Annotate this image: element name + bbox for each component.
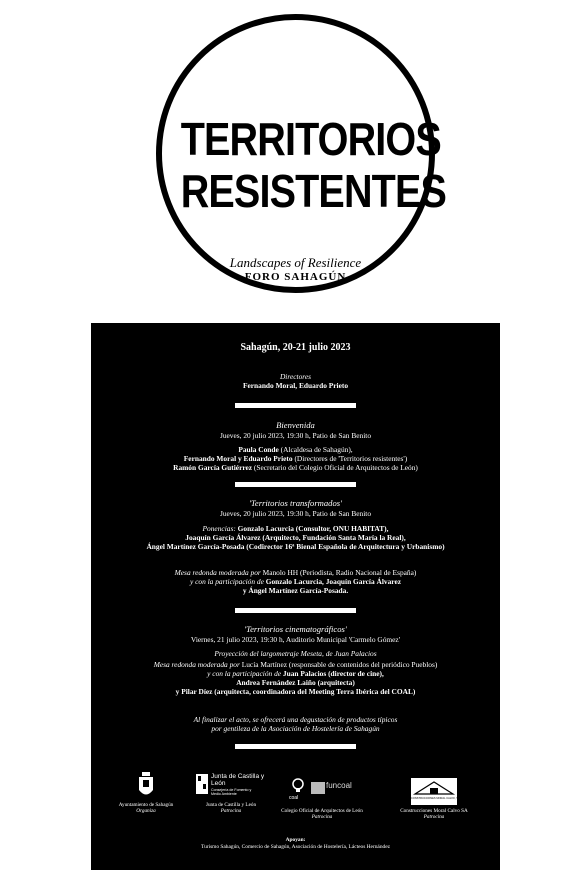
cine-mesa-1: Mesa redonda moderada por Lucía Martínez (responsable de contenidos del periódico Pueblos) (153, 660, 438, 669)
coat-of-arms-icon (137, 772, 155, 799)
closing-line-2: por gentileza de la Asociación de Hostelería de Sahagún (211, 724, 380, 733)
cine-mesa-2: y con la participación de Juan Palacios (director de cine), (207, 669, 384, 678)
cine-mesa-3: Andrea Fernández Laiño (arquitecta) (236, 678, 355, 687)
transformados-when: Jueves, 20 julio 2023, 19:30 h, Patio de San Benito (219, 509, 372, 518)
apoyan-label: Apoyan: (285, 837, 306, 843)
cine-title: 'Territorios cinematográficos' (244, 624, 347, 634)
welcome-speaker-2: Fernando Moral y Eduardo Prieto (Directores de 'Territorios resistentes') (183, 454, 408, 463)
cine-projection: Proyección del largometraje Meseta, de Juan Palacios (214, 649, 377, 658)
coal-logo-icon: coal funcoal (289, 781, 352, 801)
directors-names: Fernando Moral, Eduardo Prieto (242, 381, 349, 390)
logo-subtitle: Landscapes of Resilience (229, 255, 362, 270)
transformados-title: 'Territorios transformados' (249, 498, 342, 508)
transformados-mesa-1: Mesa redonda moderada por Manolo HH (Periodista, Radio Nacional de España) (174, 568, 417, 577)
directors-label: Directores (279, 372, 312, 381)
welcome-speaker-3: Ramón García Gutiérrez (Secretario del Colegio Oficial de Arquitectos de León) (173, 463, 418, 472)
divider-bar (235, 608, 356, 613)
event-logo (156, 14, 447, 293)
cine-mesa-4: y Pilar Díez (arquitecta, coordinadora del Meeting Terra Ibérica del COAL) (175, 687, 416, 696)
welcome-title: Bienvenida (276, 420, 315, 430)
sponsor-coal: coal funcoal Colegio Oficial de Arquitectos de León Patrocina (267, 778, 377, 820)
program-panel (91, 323, 500, 870)
logo-title-line1: TERRITORIOS (180, 113, 441, 165)
ponencias-line-3: Ángel Martínez García-Posada (Codirector 16ª Bienal Española de Arquitectura y Urbanismo) (146, 542, 445, 551)
logo-foro: FORO SAHAGÚN (244, 271, 347, 283)
building-logo-icon: CONSTRUCCIONES MORAL CALVO, S.A. (411, 778, 457, 805)
ponencias-line-2: Joaquín García Álvarez (Arquitecto, Fundación Santa María la Real), (185, 533, 406, 542)
castle-shield-icon: Junta de Castilla y León Consejería de Fomento y Medio Ambiente (196, 772, 266, 799)
divider-bar (235, 403, 356, 408)
sponsor-ayuntamiento: Ayuntamiento de Sahagún Organiza (91, 772, 201, 814)
divider-bar (235, 744, 356, 749)
sponsor-junta: Junta de Castilla y León Consejería de Fomento y Medio Ambiente Junta de Castilla y León Patrocina (176, 772, 286, 814)
welcome-when: Jueves, 20 julio 2023, 19:30 h, Patio de San Benito (219, 431, 372, 440)
cine-when: Viernes, 21 julio 2023, 19:30 h, Auditorio Municipal 'Carmelo Gómez' (190, 635, 401, 644)
apoyan-list: Turismo Sahagún, Comercio de Sahagún, Asociación de Hostelería, Lácteos Hernández (200, 844, 391, 850)
welcome-speaker-1: Paula Conde (Alcaldesa de Sahagún), (238, 445, 353, 454)
transformados-mesa-3: y Ángel Martínez García-Posada. (242, 586, 349, 595)
closing-line-1: Al finalizar el acto, se ofrecerá una degustación de productos típicos (193, 715, 398, 724)
logo-title-line2: RESISTENTES (180, 165, 447, 217)
sponsor-moral-calvo: CONSTRUCCIONES MORAL CALVO, S.A. Construcciones Moral Calvo SA Patrocina (379, 778, 489, 820)
event-date-place: Sahagún, 20-21 julio 2023 (240, 342, 351, 353)
ponencias-line-1: Ponencias: Gonzalo Lacurcia (Consultor, ONU HABITAT), (202, 524, 389, 533)
divider-bar (235, 482, 356, 487)
transformados-mesa-2: y con la participación de Gonzalo Lacurcia, Joaquín García Álvarez (189, 577, 402, 586)
